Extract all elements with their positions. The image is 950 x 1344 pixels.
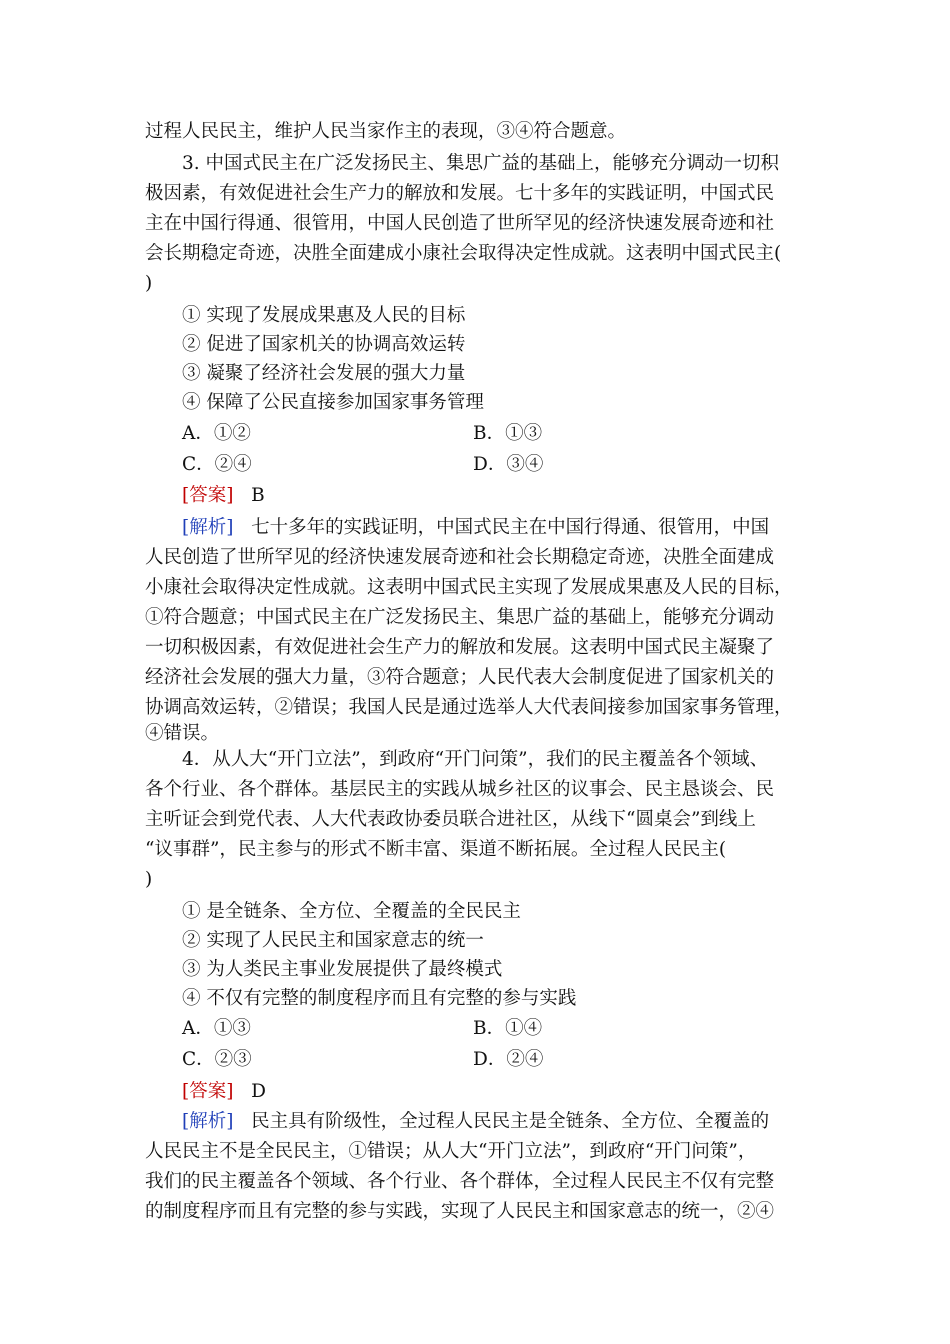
q4-option-a: A．①③ (182, 1018, 251, 1039)
q3-analysis-line: 人民创造了世所罕见的经济快速发展奇迹和社会长期稳定奇迹，决胜全面建成 (145, 547, 775, 568)
q3-stem-line: 3. 中国式民主在广泛发扬民主、集思广益的基础上，能够充分调动一切积 (182, 153, 780, 174)
q3-item: ② 促进了国家机关的协调高效运转 (182, 334, 466, 355)
q4-analysis-line: 人民民主不是全民民主，①错误；从人大“开门立法”，到政府“开门问策”， (145, 1141, 757, 1162)
q4-stem-line: 各个行业、各个群体。基层民主的实践从城乡社区的议事会、民主恳谈会、民 (145, 779, 775, 800)
q4-stem-line: 4．从人大“开门立法”，到政府“开门问策”，我们的民主覆盖各个领域、 (182, 749, 769, 770)
q4-option-d: D．②④ (473, 1049, 544, 1070)
analysis-label: [解析] (182, 517, 234, 538)
q4-stem-line: “议事群”，民主参与的形式不断丰富、渠道不断拓展。全过程人民民主( (145, 839, 727, 860)
answer-value: B (251, 485, 265, 506)
q4-stem-line: 主听证会到党代表、人大代表政协委员联合进社区，从线下“圆桌会”到线上 (145, 809, 756, 830)
q3-analysis-line (182, 514, 769, 542)
q4-item: ④ 不仅有完整的制度程序而且有完整的参与实践 (182, 988, 577, 1009)
q3-stem-line: 主在中国行得通、很管用，中国人民创造了世所罕见的经济快速发展奇迹和社 (145, 213, 775, 234)
q3-analysis-line: ①符合题意；中国式民主在广泛发扬民主、集思广益的基础上，能够充分调动 (145, 607, 775, 628)
q4-analysis-line (182, 1108, 769, 1136)
answer-value: D (251, 1081, 266, 1102)
intro-line: 过程人民民主，维护人民当家作主的表现，③④符合题意。 (145, 121, 627, 142)
analysis-text: 七十多年的实践证明，中国式民主在中国行得通、很管用，中国 (251, 517, 770, 538)
q4-item: ③ 为人类民主事业发展提供了最终模式 (182, 959, 503, 980)
q4-stem-line: ) (145, 869, 153, 890)
q3-option-d: D．③④ (473, 454, 544, 475)
analysis-text: 民主具有阶级性，全过程人民民主是全链条、全方位、全覆盖的 (251, 1111, 770, 1132)
q3-stem-line: 会长期稳定奇迹，决胜全面建成小康社会取得决定性成就。这表明中国式民主( (145, 243, 782, 264)
q3-item: ① 实现了发展成果惠及人民的目标 (182, 305, 466, 326)
q3-option-b: B．①③ (473, 423, 543, 444)
q3-item: ③ 凝聚了经济社会发展的强大力量 (182, 363, 466, 384)
q3-answer-line (182, 482, 265, 510)
q3-option-a: A．①② (182, 423, 251, 444)
q3-analysis-line: 小康社会取得决定性成就。这表明中国式民主实现了发展成果惠及人民的目标， (145, 577, 793, 598)
q3-analysis-line: 协调高效运转，②错误；我国人民是通过选举人大代表间接参加国家事务管理， (145, 697, 793, 718)
analysis-label: [解析] (182, 1111, 234, 1132)
q3-item: ④ 保障了公民直接参加国家事务管理 (182, 392, 484, 413)
q4-option-b: B．①④ (473, 1018, 543, 1039)
q4-analysis-line: 的制度程序而且有完整的参与实践，实现了人民民主和国家意志的统一，②④ (145, 1201, 775, 1222)
q3-stem-line: 极因素，有效促进社会生产力的解放和发展。七十多年的实践证明，中国式民 (145, 183, 775, 204)
q4-answer-line (182, 1078, 266, 1106)
q4-item: ① 是全链条、全方位、全覆盖的全民民主 (182, 901, 521, 922)
q4-item: ② 实现了人民民主和国家意志的统一 (182, 930, 484, 951)
answer-label: [答案] (182, 1081, 234, 1102)
q3-analysis-line: 经济社会发展的强大力量，③符合题意；人民代表大会制度促进了国家机关的 (145, 667, 775, 688)
q4-option-c: C．②③ (182, 1049, 252, 1070)
q3-analysis-line: ④错误。 (145, 723, 220, 744)
q4-analysis-line: 我们的民主覆盖各个领域、各个行业、各个群体，全过程人民民主不仅有完整 (145, 1171, 775, 1192)
answer-label: [答案] (182, 485, 234, 506)
q3-option-c: C．②④ (182, 454, 252, 475)
q3-analysis-line: 一切积极因素，有效促进社会生产力的解放和发展。这表明中国式民主凝聚了 (145, 637, 775, 658)
q3-stem-line: ) (145, 273, 153, 294)
